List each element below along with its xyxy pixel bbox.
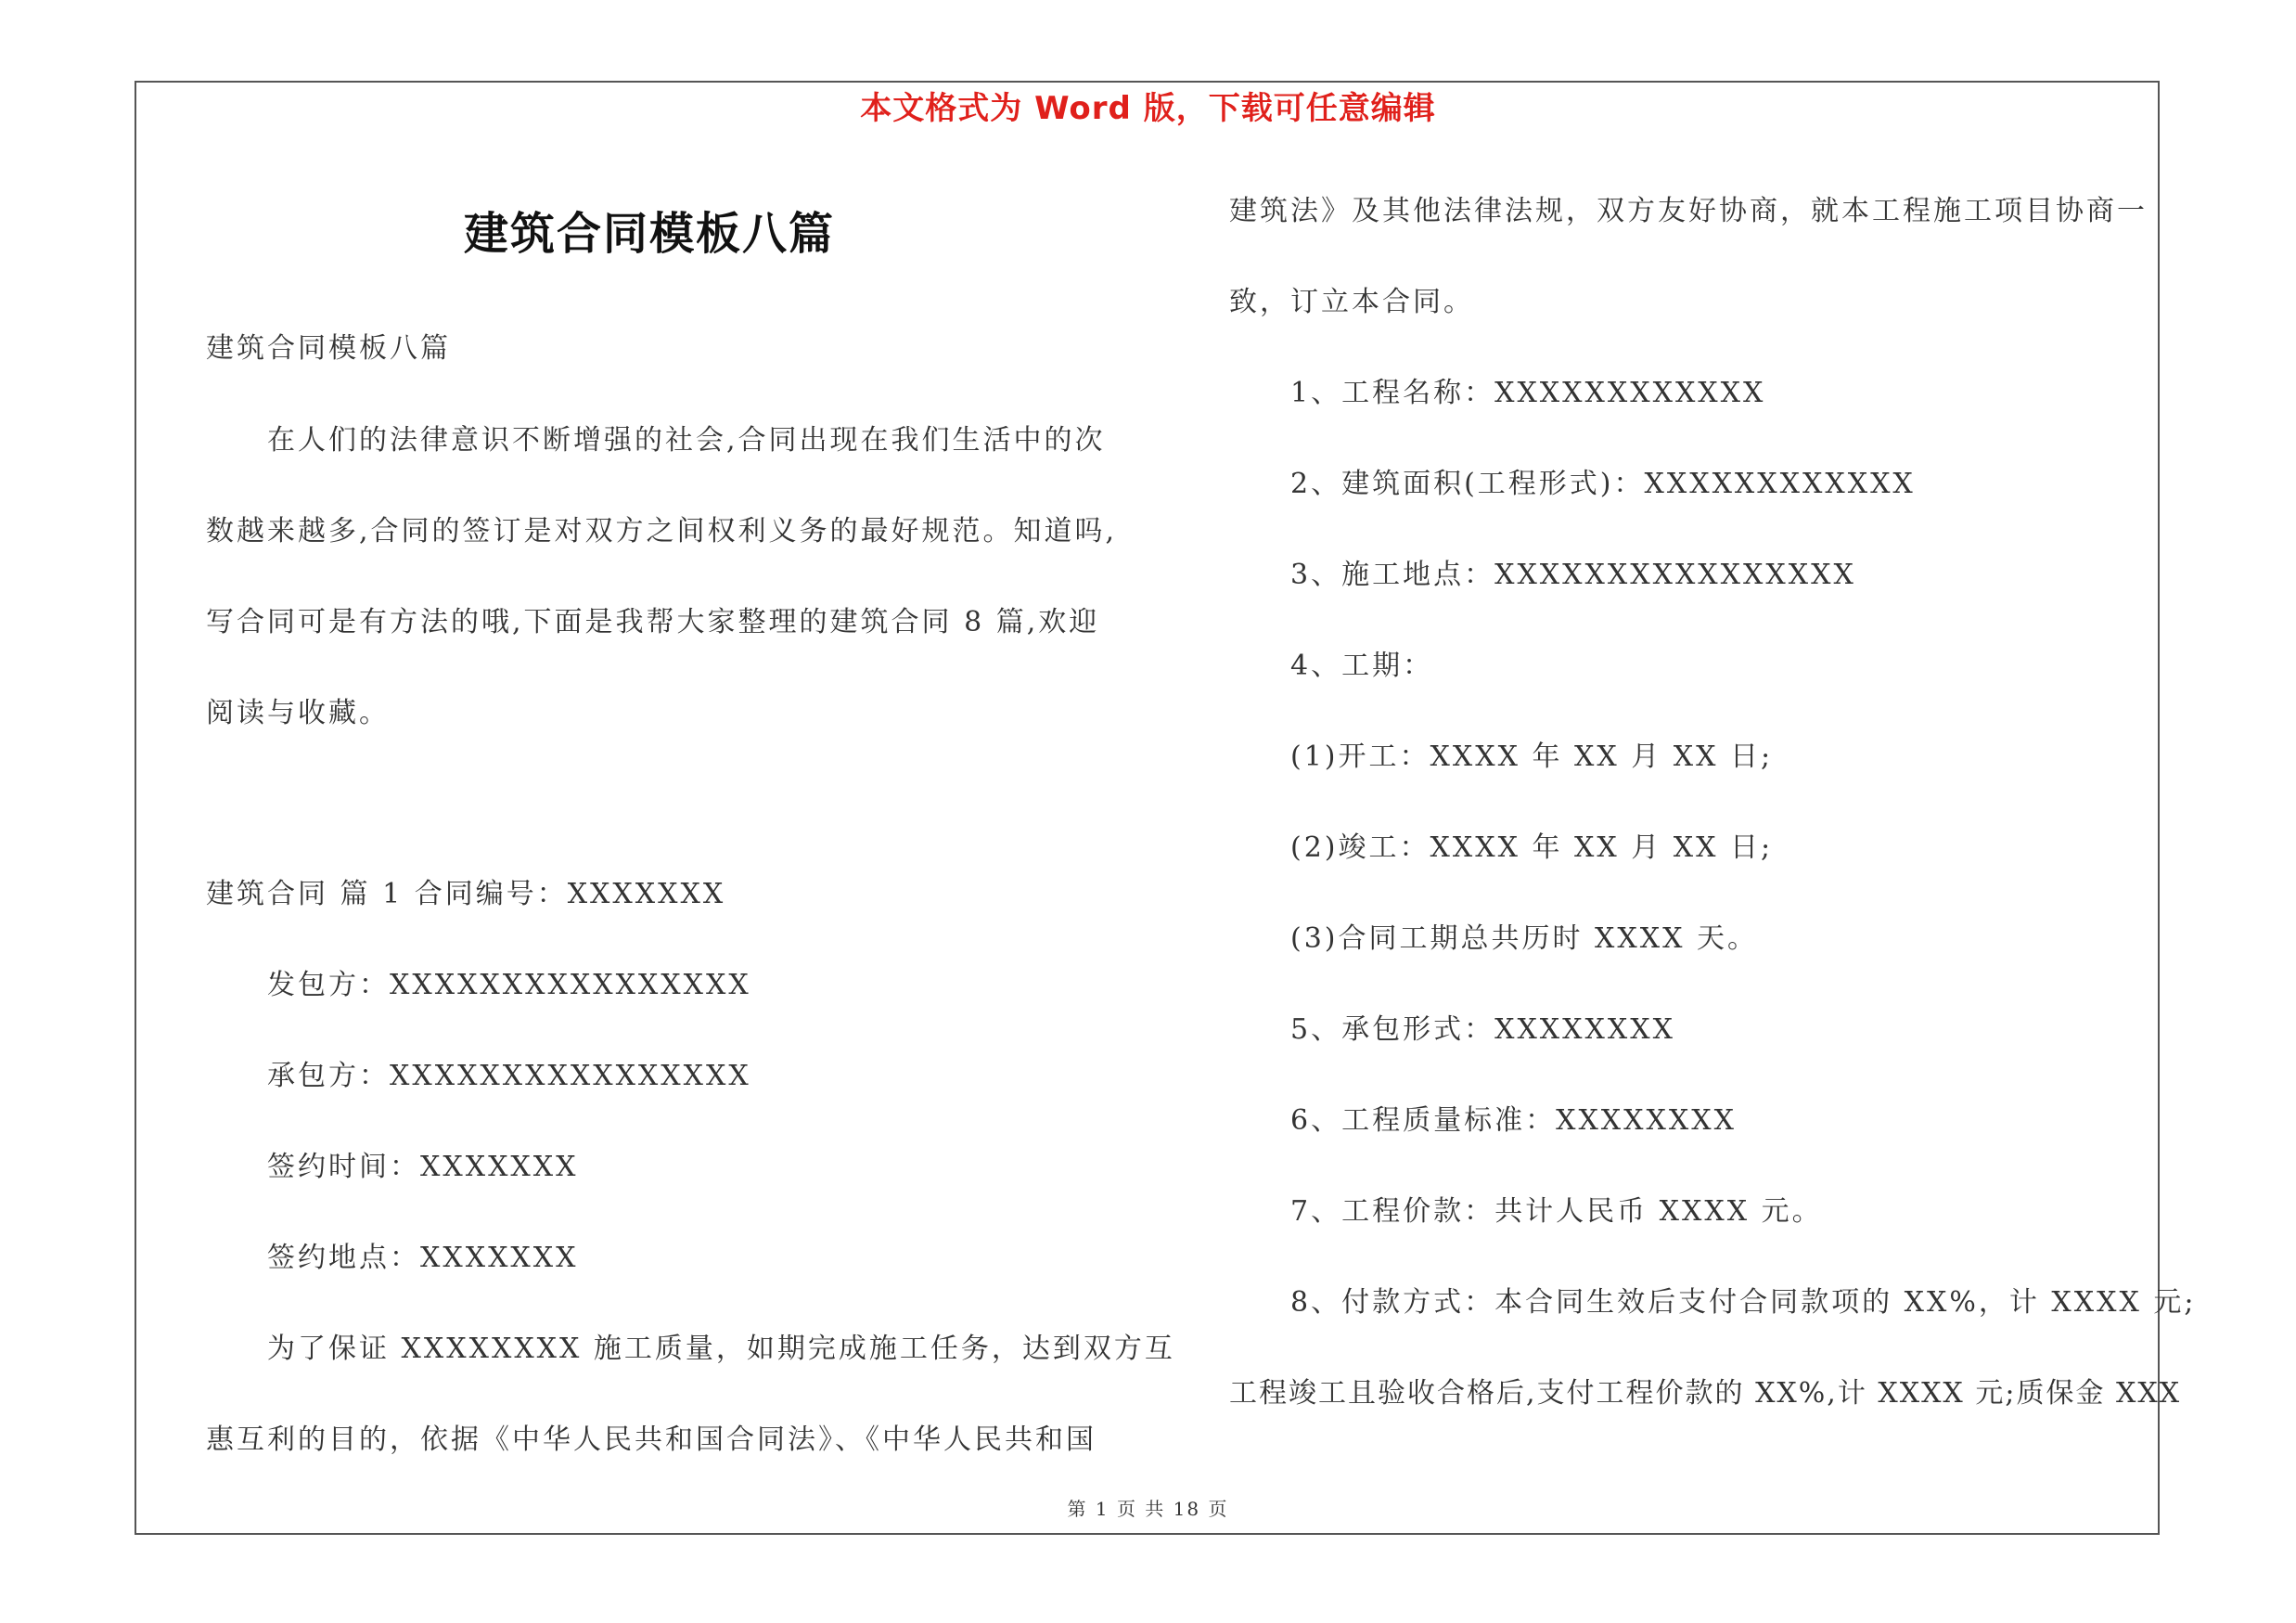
party-a-line: 发包方：XXXXXXXXXXXXXXXX (267, 969, 751, 1001)
clause-line: 8、付款方式：本合同生效后支付合同款项的 XX%，计 XXXX 元; (1290, 1286, 2197, 1319)
subtitle-line: 建筑合同模板八篇 (206, 332, 451, 365)
clause-line: 5、承包形式：XXXXXXXX (1290, 1013, 1675, 1046)
clause-line: (3)合同工期总共历时 XXXX 天。 (1290, 922, 1758, 955)
clause-line: (1)开工：XXXX 年 XX 月 XX 日; (1290, 741, 1774, 773)
paragraph-line: 惠互利的目的，依据《中华人民共和国合同法》、《中华人民共和国 (206, 1423, 1097, 1456)
paragraph-line: 致，订立本合同。 (1229, 286, 1474, 318)
party-b-line: 承包方：XXXXXXXXXXXXXXXX (267, 1060, 751, 1092)
paragraph-line: 工程竣工且验收合格后,支付工程价款的 XX%,计 XXXX 元;质保金 XXX (1229, 1377, 2182, 1410)
signing-time-line: 签约时间：XXXXXXX (267, 1151, 579, 1183)
section-heading-line: 建筑合同 篇 1 合同编号：XXXXXXX (206, 878, 726, 910)
paragraph-line: 建筑法》及其他法律法规，双方友好协商，就本工程施工项目协商一 (1229, 195, 2148, 227)
word-format-banner: 本文格式为 Word 版，下载可任意编辑 (860, 90, 1436, 127)
clause-line: (2)竣工：XXXX 年 XX 月 XX 日; (1290, 831, 1774, 864)
clause-line: 3、施工地点：XXXXXXXXXXXXXXXX (1290, 559, 1856, 591)
paragraph-line: 数越来越多,合同的签订是对双方之间权利义务的最好规范。知道吗, (206, 515, 1118, 547)
clause-line: 4、工期： (1290, 650, 1434, 682)
paragraph-line: 在人们的法律意识不断增强的社会,合同出现在我们生活中的次 (267, 424, 1106, 457)
paragraph-line: 阅读与收藏。 (206, 697, 390, 729)
clause-line: 1、工程名称：XXXXXXXXXXXX (1290, 377, 1766, 409)
clause-line: 2、建筑面积(工程形式)：XXXXXXXXXXXX (1290, 468, 1916, 500)
page-number-footer: 第 1 页 共 18 页 (1067, 1498, 1229, 1520)
document-title: 建筑合同模板八篇 (464, 208, 836, 260)
paragraph-line: 写合同可是有方法的哦,下面是我帮大家整理的建筑合同 8 篇,欢迎 (206, 606, 1100, 638)
clause-line: 6、工程质量标准：XXXXXXXX (1290, 1104, 1737, 1137)
paragraph-line: 为了保证 XXXXXXXX 施工质量，如期完成施工任务，达到双方互 (267, 1333, 1175, 1365)
clause-line: 7、工程价款：共计人民币 XXXX 元。 (1290, 1195, 1823, 1228)
signing-place-line: 签约地点：XXXXXXX (267, 1242, 579, 1274)
